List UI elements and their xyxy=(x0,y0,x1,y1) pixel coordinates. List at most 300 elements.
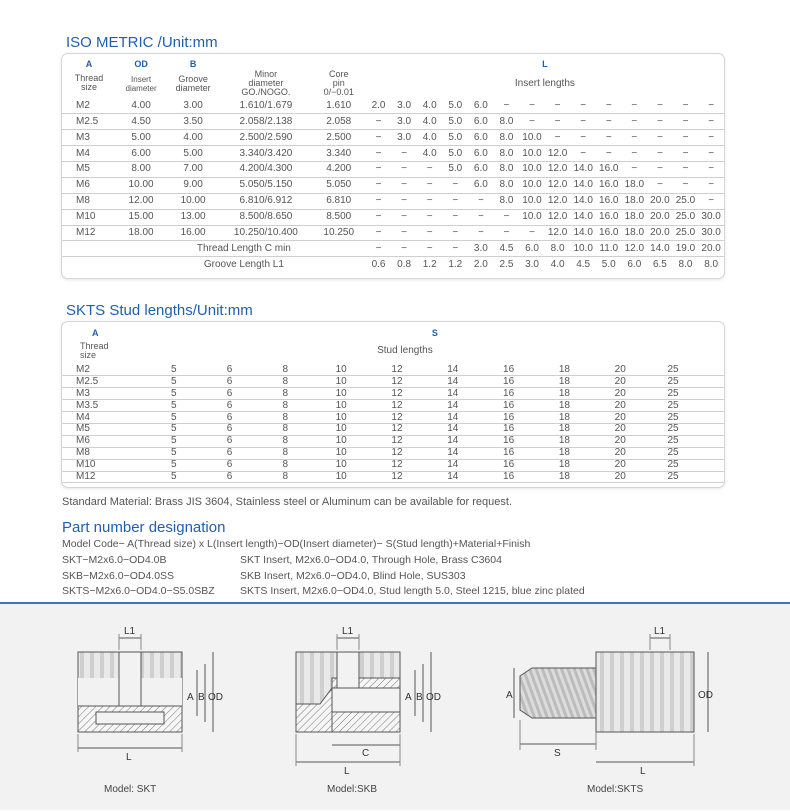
skts-cell-length: 16 xyxy=(481,471,537,483)
iso-cell-length: 5.0 xyxy=(443,146,469,162)
iso-cell-minor: 6.810/6.912 xyxy=(220,193,312,209)
skts-cell-length: 14 xyxy=(425,412,481,424)
iso-cell-b: 7.00 xyxy=(166,161,220,177)
skts-cell-size: M10 xyxy=(62,459,146,471)
iso-cell-od: 18.00 xyxy=(116,225,166,241)
iso-cell-length: 6.0 xyxy=(468,114,494,130)
iso-cell-length: 5.0 xyxy=(443,98,469,114)
iso-cell-length: − xyxy=(366,209,392,225)
iso-thread-length-cell: 14.0 xyxy=(647,241,673,257)
iso-cell-size: M12 xyxy=(62,225,116,241)
skts-cell-length: 18 xyxy=(536,471,592,483)
iso-cell-length: − xyxy=(647,161,673,177)
iso-cell-length: 16.0 xyxy=(596,193,622,209)
iso-cell-minor: 1.610/1.679 xyxy=(220,98,312,114)
iso-cell-length: − xyxy=(622,98,648,114)
skts-cell-length: 6 xyxy=(202,376,258,388)
skts-cell-length: 20 xyxy=(592,435,648,447)
iso-cell-length: 12.0 xyxy=(545,161,571,177)
skts-cell-length: 25 xyxy=(648,388,724,400)
skts-row xyxy=(62,447,724,459)
iso-cell-length: − xyxy=(391,146,417,162)
iso-col-thread: Thread size xyxy=(74,72,104,92)
iso-cell-length: 3.0 xyxy=(391,130,417,146)
iso-thread-length-cell: 11.0 xyxy=(596,241,622,257)
iso-cell-length: 12.0 xyxy=(545,209,571,225)
iso-cell-length: − xyxy=(391,177,417,193)
iso-cell-length: 8.0 xyxy=(494,114,520,130)
skts-cell-length: 12 xyxy=(369,423,425,435)
skts-cell-length: 6 xyxy=(202,412,258,424)
skts-row xyxy=(62,364,724,376)
iso-cell-length: − xyxy=(417,161,443,177)
skts-dim-s: S xyxy=(554,748,561,759)
skts-cell-length: 14 xyxy=(425,400,481,412)
iso-cell-length: − xyxy=(570,114,596,130)
iso-cell-length: − xyxy=(673,114,699,130)
part-description: SKT Insert, M2x6.0−OD4.0, Through Hole, Brass C3604 xyxy=(240,554,502,566)
iso-cell-length: 18.0 xyxy=(622,177,648,193)
iso-cell-core: 10.250 xyxy=(312,225,366,241)
skts-cell-length: 5 xyxy=(146,423,202,435)
skts-cell-length: 5 xyxy=(146,471,202,483)
iso-cell-length: − xyxy=(622,130,648,146)
skts-cell-length: 14 xyxy=(425,376,481,388)
iso-cell-length: 4.0 xyxy=(417,146,443,162)
iso-cell-length: − xyxy=(519,114,545,130)
skts-cell-length: 20 xyxy=(592,459,648,471)
iso-cell-length: − xyxy=(366,177,392,193)
skts-cell-size: M3.5 xyxy=(62,400,146,412)
iso-cell-od: 8.00 xyxy=(116,161,166,177)
skts-cell-length: 5 xyxy=(146,447,202,459)
skb-dim-l: L xyxy=(344,766,350,777)
iso-cell-length: − xyxy=(647,98,673,114)
skt-dim-od: OD xyxy=(208,692,223,703)
skt-dim-l: L xyxy=(126,752,132,763)
iso-cell-length: 18.0 xyxy=(622,225,648,241)
iso-cell-length: − xyxy=(622,114,648,130)
iso-cell-length: 8.0 xyxy=(494,161,520,177)
skts-cell-length: 8 xyxy=(257,400,313,412)
iso-cell-length: − xyxy=(698,114,724,130)
iso-cell-length: 8.0 xyxy=(494,130,520,146)
iso-cell-length: − xyxy=(366,146,392,162)
iso-thread-length-cell: 4.5 xyxy=(494,241,520,257)
iso-cell-od: 12.00 xyxy=(116,193,166,209)
skts-cell-length: 10 xyxy=(313,364,369,376)
iso-cell-size: M6 xyxy=(62,177,116,193)
skts-cell-length: 5 xyxy=(146,388,202,400)
skts-cell-length: 5 xyxy=(146,400,202,412)
iso-cell-od: 6.00 xyxy=(116,146,166,162)
iso-cell-od: 5.00 xyxy=(116,130,166,146)
iso-cell-length: 14.0 xyxy=(570,177,596,193)
iso-cell-length: − xyxy=(673,161,699,177)
skts-cell-length: 10 xyxy=(313,423,369,435)
iso-cell-length: − xyxy=(698,161,724,177)
iso-cell-length: 10.0 xyxy=(519,161,545,177)
iso-table-card xyxy=(61,53,725,279)
iso-cell-length: − xyxy=(596,98,622,114)
skts-cell-length: 16 xyxy=(481,400,537,412)
iso-thread-length-label: Thread Length C min xyxy=(62,241,366,257)
skts-cell-length: 6 xyxy=(202,388,258,400)
iso-cell-length: 30.0 xyxy=(698,225,724,241)
skts-cell-length: 8 xyxy=(257,435,313,447)
skts-cell-length: 5 xyxy=(146,412,202,424)
iso-cell-core: 4.200 xyxy=(312,161,366,177)
iso-row xyxy=(62,209,724,225)
skb-dim-b: B xyxy=(416,692,423,703)
skts-table xyxy=(62,322,724,483)
iso-groove-length-cell: 1.2 xyxy=(422,258,437,270)
skts-cell-length: 8 xyxy=(257,447,313,459)
iso-cell-length: − xyxy=(366,161,392,177)
iso-cell-length: 4.0 xyxy=(417,130,443,146)
iso-cell-length: − xyxy=(519,225,545,241)
iso-groove-length-cell: 8.0 xyxy=(704,258,719,270)
skts-cell-length: 5 xyxy=(146,376,202,388)
iso-cell-od: 15.00 xyxy=(116,209,166,225)
iso-cell-length: − xyxy=(698,193,724,209)
skts-cell-length: 16 xyxy=(481,364,537,376)
iso-thread-length-cell: 6.0 xyxy=(519,241,545,257)
iso-cell-length: 20.0 xyxy=(647,225,673,241)
iso-cell-length: 16.0 xyxy=(596,225,622,241)
iso-cell-length: 18.0 xyxy=(622,193,648,209)
iso-cell-length: 25.0 xyxy=(673,193,699,209)
iso-cell-length: − xyxy=(391,225,417,241)
skts-table-card xyxy=(61,321,725,488)
iso-cell-length: − xyxy=(570,98,596,114)
iso-cell-core: 6.810 xyxy=(312,193,366,209)
skts-row xyxy=(62,435,724,447)
iso-table xyxy=(62,54,724,273)
skts-row xyxy=(62,459,724,471)
iso-hdr-l: L xyxy=(542,59,548,70)
iso-row xyxy=(62,225,724,241)
iso-cell-length: 8.0 xyxy=(494,177,520,193)
skts-cell-length: 12 xyxy=(369,376,425,388)
skts-cell-length: 20 xyxy=(592,447,648,459)
iso-title: ISO METRIC /Unit:mm xyxy=(66,34,218,51)
skts-cell-length: 18 xyxy=(536,435,592,447)
iso-cell-length: − xyxy=(391,193,417,209)
iso-cell-length: − xyxy=(673,130,699,146)
skts-hdr-s: S xyxy=(431,328,438,338)
drawings-panel xyxy=(0,602,790,810)
skts-cell-length: 25 xyxy=(648,412,724,424)
iso-cell-length: 10.0 xyxy=(519,177,545,193)
skts-dim-l1: L1 xyxy=(654,626,666,637)
iso-cell-length: 10.0 xyxy=(519,209,545,225)
iso-cell-length: 8.0 xyxy=(494,193,520,209)
iso-cell-b: 13.00 xyxy=(166,209,220,225)
skts-cell-length: 25 xyxy=(648,364,724,376)
skts-cell-length: 16 xyxy=(481,459,537,471)
iso-cell-length: 4.0 xyxy=(417,114,443,130)
iso-groove-length-cell: 6.0 xyxy=(627,258,642,270)
iso-cell-length: 25.0 xyxy=(673,225,699,241)
skts-cell-length: 25 xyxy=(648,423,724,435)
iso-cell-size: M3 xyxy=(62,130,116,146)
iso-thread-length-cell: − xyxy=(417,241,443,257)
skts-row xyxy=(62,400,724,412)
skts-cell-length: 14 xyxy=(425,423,481,435)
skts-cell-length: 18 xyxy=(536,400,592,412)
skts-cell-length: 12 xyxy=(369,471,425,483)
iso-cell-length: 18.0 xyxy=(622,209,648,225)
skts-cell-size: M3 xyxy=(62,388,146,400)
iso-groove-length-cell: 4.5 xyxy=(576,258,591,270)
iso-cell-length: − xyxy=(545,114,571,130)
iso-cell-length: 4.0 xyxy=(417,98,443,114)
iso-cell-length: 16.0 xyxy=(596,161,622,177)
skts-cell-length: 25 xyxy=(648,376,724,388)
skts-row xyxy=(62,412,724,424)
iso-cell-length: 2.0 xyxy=(366,98,392,114)
iso-thread-length-cell: 20.0 xyxy=(698,241,724,257)
iso-thread-length-cell: 12.0 xyxy=(622,241,648,257)
iso-row xyxy=(62,130,724,146)
iso-cell-length: 16.0 xyxy=(596,209,622,225)
iso-cell-length: − xyxy=(391,209,417,225)
iso-cell-length: 14.0 xyxy=(570,209,596,225)
iso-col-insert: Insert diameter xyxy=(125,74,157,93)
skts-cell-size: M6 xyxy=(62,435,146,447)
skt-dim-l1: L1 xyxy=(124,626,136,637)
skb-dim-a: A xyxy=(405,692,412,703)
iso-cell-length: − xyxy=(673,146,699,162)
iso-cell-length: 6.0 xyxy=(468,98,494,114)
skts-cell-size: M8 xyxy=(62,447,146,459)
model-label-skb: Model:SKB xyxy=(327,784,378,795)
iso-cell-core: 5.050 xyxy=(312,177,366,193)
skts-cell-length: 20 xyxy=(592,364,648,376)
skb-dim-c: C xyxy=(362,748,370,759)
iso-hdr-od: OD xyxy=(134,59,148,70)
iso-row xyxy=(62,146,724,162)
skts-cell-length: 10 xyxy=(313,459,369,471)
part-code: SKB−M2x6.0−OD4.0SS xyxy=(62,569,175,582)
iso-cell-length: − xyxy=(596,146,622,162)
skts-cell-length: 16 xyxy=(481,447,537,459)
skts-cell-length: 18 xyxy=(536,459,592,471)
iso-cell-minor: 5.050/5.150 xyxy=(220,177,312,193)
iso-cell-length: 30.0 xyxy=(698,209,724,225)
skts-cell-length: 6 xyxy=(202,364,258,376)
iso-cell-length: − xyxy=(417,225,443,241)
iso-hdr-a: A xyxy=(85,59,93,70)
iso-col-lengths: Insert lengths xyxy=(514,77,575,89)
iso-cell-length: 12.0 xyxy=(545,225,571,241)
skts-cell-length: 10 xyxy=(313,400,369,412)
skts-cell-length: 8 xyxy=(257,412,313,424)
iso-cell-length: − xyxy=(443,177,469,193)
iso-cell-b: 3.50 xyxy=(166,114,220,130)
iso-cell-length: 25.0 xyxy=(673,209,699,225)
skts-cell-length: 12 xyxy=(369,364,425,376)
skts-hdr-a: A xyxy=(92,328,99,338)
skts-cell-length: 25 xyxy=(648,400,724,412)
skts-cell-length: 6 xyxy=(202,447,258,459)
iso-cell-length: − xyxy=(570,130,596,146)
skts-cell-length: 20 xyxy=(592,471,648,483)
iso-row xyxy=(62,98,724,114)
iso-cell-od: 4.50 xyxy=(116,114,166,130)
skts-cell-length: 12 xyxy=(369,459,425,471)
iso-cell-b: 5.00 xyxy=(166,146,220,162)
iso-cell-length: − xyxy=(647,177,673,193)
iso-row xyxy=(62,161,724,177)
skts-cell-size: M12 xyxy=(62,471,146,483)
iso-cell-length: 20.0 xyxy=(647,193,673,209)
iso-groove-length-cell: 2.0 xyxy=(473,258,488,270)
iso-cell-length: − xyxy=(698,177,724,193)
skts-cell-size: M5 xyxy=(62,423,146,435)
iso-cell-length: − xyxy=(596,114,622,130)
skts-row xyxy=(62,376,724,388)
iso-cell-length: 12.0 xyxy=(545,177,571,193)
skts-cell-length: 25 xyxy=(648,459,724,471)
skts-col-lengths: Stud lengths xyxy=(377,345,433,356)
skts-cell-length: 12 xyxy=(369,400,425,412)
iso-cell-core: 8.500 xyxy=(312,209,366,225)
iso-cell-length: 5.0 xyxy=(443,161,469,177)
iso-cell-length: − xyxy=(366,114,392,130)
iso-cell-size: M5 xyxy=(62,161,116,177)
skts-row xyxy=(62,471,724,483)
skts-drawing xyxy=(514,634,708,766)
iso-cell-length: 8.0 xyxy=(494,146,520,162)
iso-cell-core: 3.340 xyxy=(312,146,366,162)
iso-cell-length: 16.0 xyxy=(596,177,622,193)
skts-dim-l: L xyxy=(640,766,646,777)
iso-thread-length-cell: − xyxy=(366,241,392,257)
iso-cell-length: 10.0 xyxy=(519,130,545,146)
iso-cell-length: − xyxy=(494,209,520,225)
iso-cell-length: − xyxy=(366,225,392,241)
skts-cell-length: 8 xyxy=(257,388,313,400)
skts-cell-length: 25 xyxy=(648,447,724,459)
skts-cell-length: 16 xyxy=(481,423,537,435)
iso-row xyxy=(62,114,724,130)
skts-dim-od: OD xyxy=(698,690,713,701)
skts-cell-length: 14 xyxy=(425,364,481,376)
skts-cell-length: 14 xyxy=(425,388,481,400)
skts-title: SKTS Stud lengths/Unit:mm xyxy=(66,302,253,319)
skts-cell-length: 6 xyxy=(202,423,258,435)
iso-groove-length-cell: 2.5 xyxy=(499,258,514,270)
skts-cell-length: 16 xyxy=(481,412,537,424)
iso-cell-length: 12.0 xyxy=(545,146,571,162)
skts-cell-length: 18 xyxy=(536,376,592,388)
iso-cell-length: 10.0 xyxy=(519,193,545,209)
iso-groove-length-cell: 0.6 xyxy=(371,258,386,270)
iso-cell-length: − xyxy=(468,225,494,241)
iso-cell-length: − xyxy=(673,98,699,114)
iso-cell-length: − xyxy=(698,98,724,114)
skts-cell-length: 10 xyxy=(313,412,369,424)
skts-cell-length: 6 xyxy=(202,400,258,412)
skts-cell-length: 18 xyxy=(536,364,592,376)
skts-cell-length: 20 xyxy=(592,423,648,435)
skts-cell-length: 8 xyxy=(257,376,313,388)
skts-cell-length: 12 xyxy=(369,435,425,447)
iso-row xyxy=(62,177,724,193)
iso-cell-size: M10 xyxy=(62,209,116,225)
iso-cell-minor: 3.340/3.420 xyxy=(220,146,312,162)
material-note: Standard Material: Brass JIS 3604, Stainless steel or Aluminum can be available for request. xyxy=(62,496,513,508)
skts-cell-length: 14 xyxy=(425,435,481,447)
skts-cell-length: 6 xyxy=(202,459,258,471)
iso-cell-b: 16.00 xyxy=(166,225,220,241)
iso-cell-length: − xyxy=(443,209,469,225)
iso-cell-length: − xyxy=(443,225,469,241)
skts-cell-length: 10 xyxy=(313,471,369,483)
iso-cell-length: 14.0 xyxy=(570,225,596,241)
iso-col-minor: Minor diameter GO./NOGO. xyxy=(241,69,291,98)
skts-cell-length: 10 xyxy=(313,388,369,400)
iso-cell-b: 4.00 xyxy=(166,130,220,146)
iso-cell-length: − xyxy=(366,193,392,209)
skts-cell-size: M2 xyxy=(62,364,146,376)
iso-groove-length-cell: 0.8 xyxy=(397,258,412,270)
skts-cell-length: 20 xyxy=(592,376,648,388)
part-number-title: Part number designation xyxy=(62,519,226,536)
skts-cell-length: 20 xyxy=(592,412,648,424)
iso-cell-length: − xyxy=(647,130,673,146)
iso-cell-length: − xyxy=(443,193,469,209)
iso-cell-length: − xyxy=(366,130,392,146)
iso-cell-length: 3.0 xyxy=(391,114,417,130)
skts-cell-length: 16 xyxy=(481,388,537,400)
skts-col-thread: Thread size xyxy=(80,341,109,360)
skts-row xyxy=(62,423,724,435)
iso-cell-length: 5.0 xyxy=(443,114,469,130)
iso-cell-length: 6.0 xyxy=(468,177,494,193)
iso-cell-length: − xyxy=(647,146,673,162)
iso-cell-length: − xyxy=(622,161,648,177)
skts-cell-length: 18 xyxy=(536,447,592,459)
iso-cell-length: 20.0 xyxy=(647,209,673,225)
iso-groove-length-cell: 3.0 xyxy=(525,258,539,270)
iso-cell-length: − xyxy=(570,146,596,162)
iso-cell-length: 6.0 xyxy=(468,130,494,146)
skts-cell-size: M2.5 xyxy=(62,376,146,388)
iso-cell-size: M4 xyxy=(62,146,116,162)
iso-cell-length: − xyxy=(494,98,520,114)
skts-cell-length: 10 xyxy=(313,435,369,447)
iso-cell-b: 9.00 xyxy=(166,177,220,193)
skts-row xyxy=(62,388,724,400)
iso-cell-length: 3.0 xyxy=(391,98,417,114)
skts-cell-length: 8 xyxy=(257,459,313,471)
model-code: Model Code− A(Thread size) x L(Insert length)−OD(Insert diameter)− S(Stud length)+Material+Finish xyxy=(62,538,531,550)
iso-cell-minor: 10.250/10.400 xyxy=(220,225,312,241)
iso-cell-minor: 2.058/2.138 xyxy=(220,114,312,130)
skts-cell-length: 18 xyxy=(536,388,592,400)
iso-cell-length: − xyxy=(417,193,443,209)
skts-cell-length: 8 xyxy=(257,423,313,435)
skts-cell-length: 12 xyxy=(369,412,425,424)
iso-cell-length: 6.0 xyxy=(468,146,494,162)
iso-cell-length: − xyxy=(698,146,724,162)
iso-cell-length: − xyxy=(622,146,648,162)
iso-cell-b: 10.00 xyxy=(166,193,220,209)
iso-cell-length: 14.0 xyxy=(570,161,596,177)
